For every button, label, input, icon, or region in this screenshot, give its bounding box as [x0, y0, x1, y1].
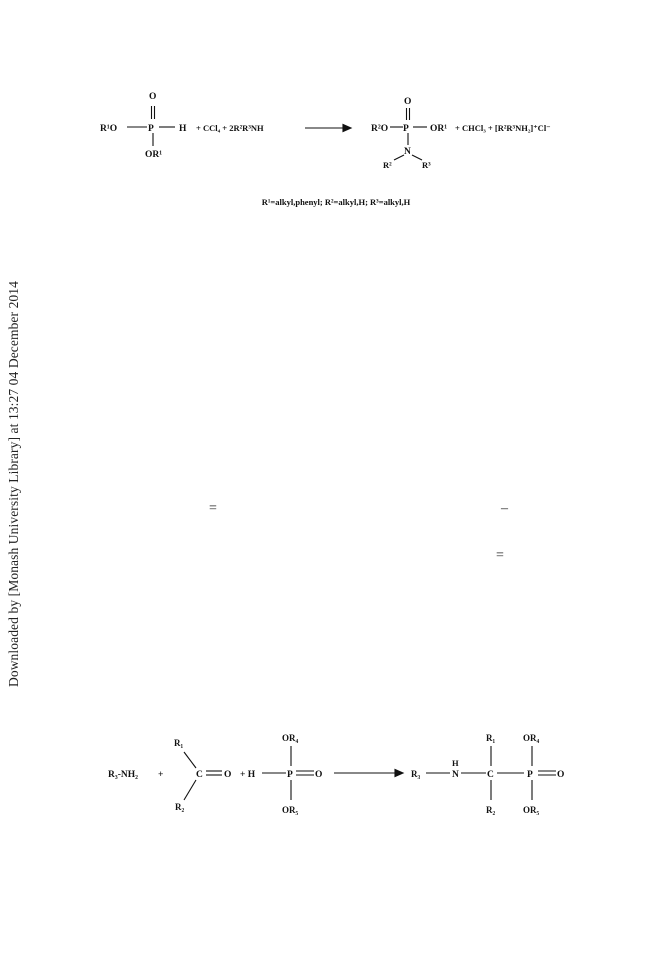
amine-label: R₃-NH₂	[108, 770, 138, 780]
stray-equals-right: =	[496, 548, 504, 563]
product-oxygen-label: O	[557, 770, 565, 780]
carbonyl-r1-label: R₁	[174, 738, 184, 748]
product-or5-label: OR₅	[523, 805, 540, 815]
plus-sign: +	[158, 770, 164, 780]
product-oxo-label: O	[404, 97, 412, 107]
stray-dash-right: –	[501, 501, 508, 516]
product-or1-label: OR¹	[430, 124, 448, 134]
carbonyl-oxygen-label: O	[224, 770, 232, 780]
carbonyl-carbon-label: C	[196, 770, 203, 780]
phosphite-or5-label: OR₅	[282, 805, 299, 815]
phosphorus-label: P	[148, 124, 154, 134]
product-r1-label: R₁	[486, 733, 496, 743]
byproducts-label: + CHCl₃ + [R²R³NH₂]⁺Cl⁻	[455, 123, 551, 133]
r2o-label: R²O	[371, 124, 389, 134]
r2-label: R²	[383, 160, 392, 170]
product-or4-label: OR₄	[523, 733, 540, 743]
product-phosphorus-label: P	[403, 124, 409, 134]
phosphite-or4-label: OR₄	[282, 733, 299, 743]
phosphite-h-label: + H	[240, 770, 256, 780]
oxo-label: O	[149, 92, 157, 102]
hydrogen-label: H	[179, 124, 187, 134]
phosphite-o-label: O	[315, 770, 323, 780]
or1-label: OR¹	[145, 150, 163, 160]
r3-label: R³	[422, 160, 431, 170]
product-nitrogen-label: N	[452, 770, 459, 780]
carbonyl-r2-label: R₂	[175, 802, 185, 812]
phosphite-p-label: P	[287, 770, 293, 780]
nitrogen-label: N	[404, 147, 411, 157]
product-r2-label: R₂	[486, 805, 496, 815]
product-phosphorus-label: P	[527, 770, 533, 780]
product-carbon-label: C	[487, 770, 494, 780]
product-nh-h-label: H	[452, 758, 459, 768]
substituent-caption: R¹=alkyl,phenyl; R²=alkyl,H; R³=alkyl,H	[261, 197, 411, 207]
ccl4-amine-reagents: + CCl₄ + 2R²R³NH	[196, 123, 264, 133]
stray-equals-left: =	[209, 501, 217, 516]
r1o-label: R¹O	[100, 124, 118, 134]
product-r3-label: R₃	[411, 769, 421, 779]
download-watermark: Downloaded by [Monash University Library] at 13:27 04 December 2014	[6, 281, 21, 687]
